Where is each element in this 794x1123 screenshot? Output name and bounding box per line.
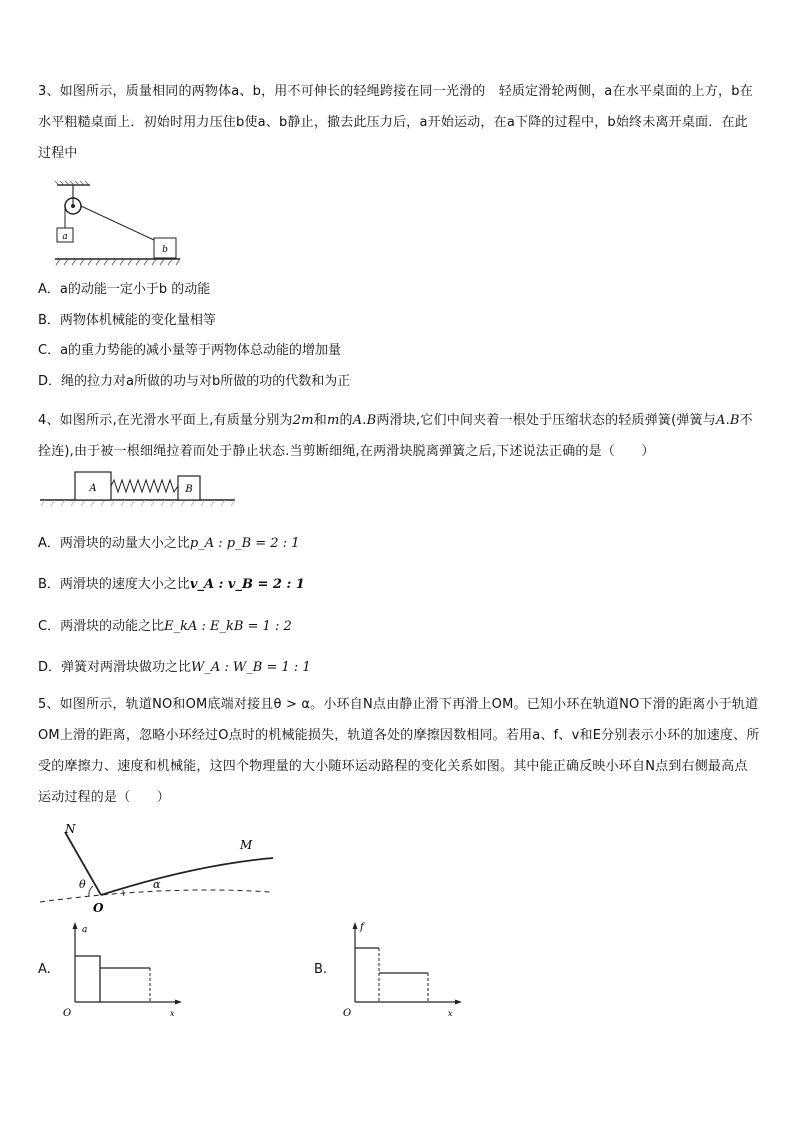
theta-label: θ [79,878,86,891]
block-B-label: B [185,484,193,495]
graph-a-y-axis: a [82,925,88,935]
q3-option-b[interactable]: B．两物体机械能的变化量相等 [38,313,216,328]
q3-option-d[interactable]: D．绳的拉力对a所做的功与对b所做的功的代数和为正 [38,374,351,389]
graph-b-x-axis: x [448,1009,453,1018]
q3-option-a[interactable]: A．a的动能一定小于b 的动能 [38,282,211,297]
q5-track-figure [35,820,280,915]
ab-label-2: A.B [715,413,740,428]
q3-stem: 3、如图所示，质量相同的两物体a、b，用不可伸长的轻绳跨接在同一光滑的 轻质定滑轮两侧，a在水平桌面的上方，b在水平粗糙桌面上．初始时用力压住b使a、b静止，撤去此压力后，a开始运动，在a下降的过程中，b始终未离开桌面．在此过程中 [38,84,753,161]
q4-option-a[interactable]: A．两滑块的动量大小之比p_A : p_B = 2 : 1 [38,536,300,551]
mass-2m: 2m [292,413,314,428]
point-N-label: N [65,822,76,836]
ab-label: A.B [352,413,377,428]
point-O-label: O [93,901,104,915]
block-a-label: a [62,232,68,242]
mass-m: m [326,413,340,428]
q4-stem: 4、如图所示,在光滑水平面上,有质量分别为2m和m的A.B两滑块,它们中间夹着一根处于压缩状态的轻质弹簧(弹簧与A.B不拴连),由于被一根细绳拉着而处于静止状态.当剪断细绳,在两滑块脱离弹簧之后,下述说法正确的是（ ） [38,413,753,459]
q4-option-b[interactable]: B．两滑块的速度大小之比v_A : v_B = 2 : 1 [38,577,305,592]
graph-a-x-axis: x [170,1009,175,1018]
q5-option-b-label[interactable]: B. [314,962,328,977]
block-b-label: b [162,245,168,255]
graph-b-origin: O [343,1008,352,1019]
point-M-label: M [240,838,253,852]
q4-spring-figure [40,464,235,514]
graph-b-y-axis: f [360,922,364,933]
q3-option-c[interactable]: C．a的重力势能的减小量等于两物体总动能的增加量 [38,343,342,358]
q4-option-d[interactable]: D．弹簧对两滑块做功之比W_A : W_B = 1 : 1 [38,660,311,675]
q5-stem: 5、如图所示，轨道NO和OM底端对接且θ > α。小环自N点由静止滑下再滑上OM。已知小环在轨道NO下滑的距离小于轨道OM上滑的距离，忽略小环经过O点时的机械能损失，轨道各处的摩擦因数相同。若用a、f、v和E分别表示小环的加速度、所受的摩擦力、速度和机械能，这四个物理量的大小随环运动路程的变化关系如图。其中能正确反映小环自N点到右侧最高点运动过程的是（ ） [38,697,760,805]
alpha-label: α [153,878,161,891]
q4-option-c[interactable]: C．两滑块的动能之比E_kA : E_kB = 1 : 2 [38,619,292,634]
q5-graph-b [340,918,465,1023]
graph-a-origin: O [63,1008,72,1019]
q5-option-a-label[interactable]: A. [38,962,51,977]
block-A-label: A [89,483,97,494]
q5-graph-a [60,918,185,1023]
q3-pulley-figure [52,180,182,270]
